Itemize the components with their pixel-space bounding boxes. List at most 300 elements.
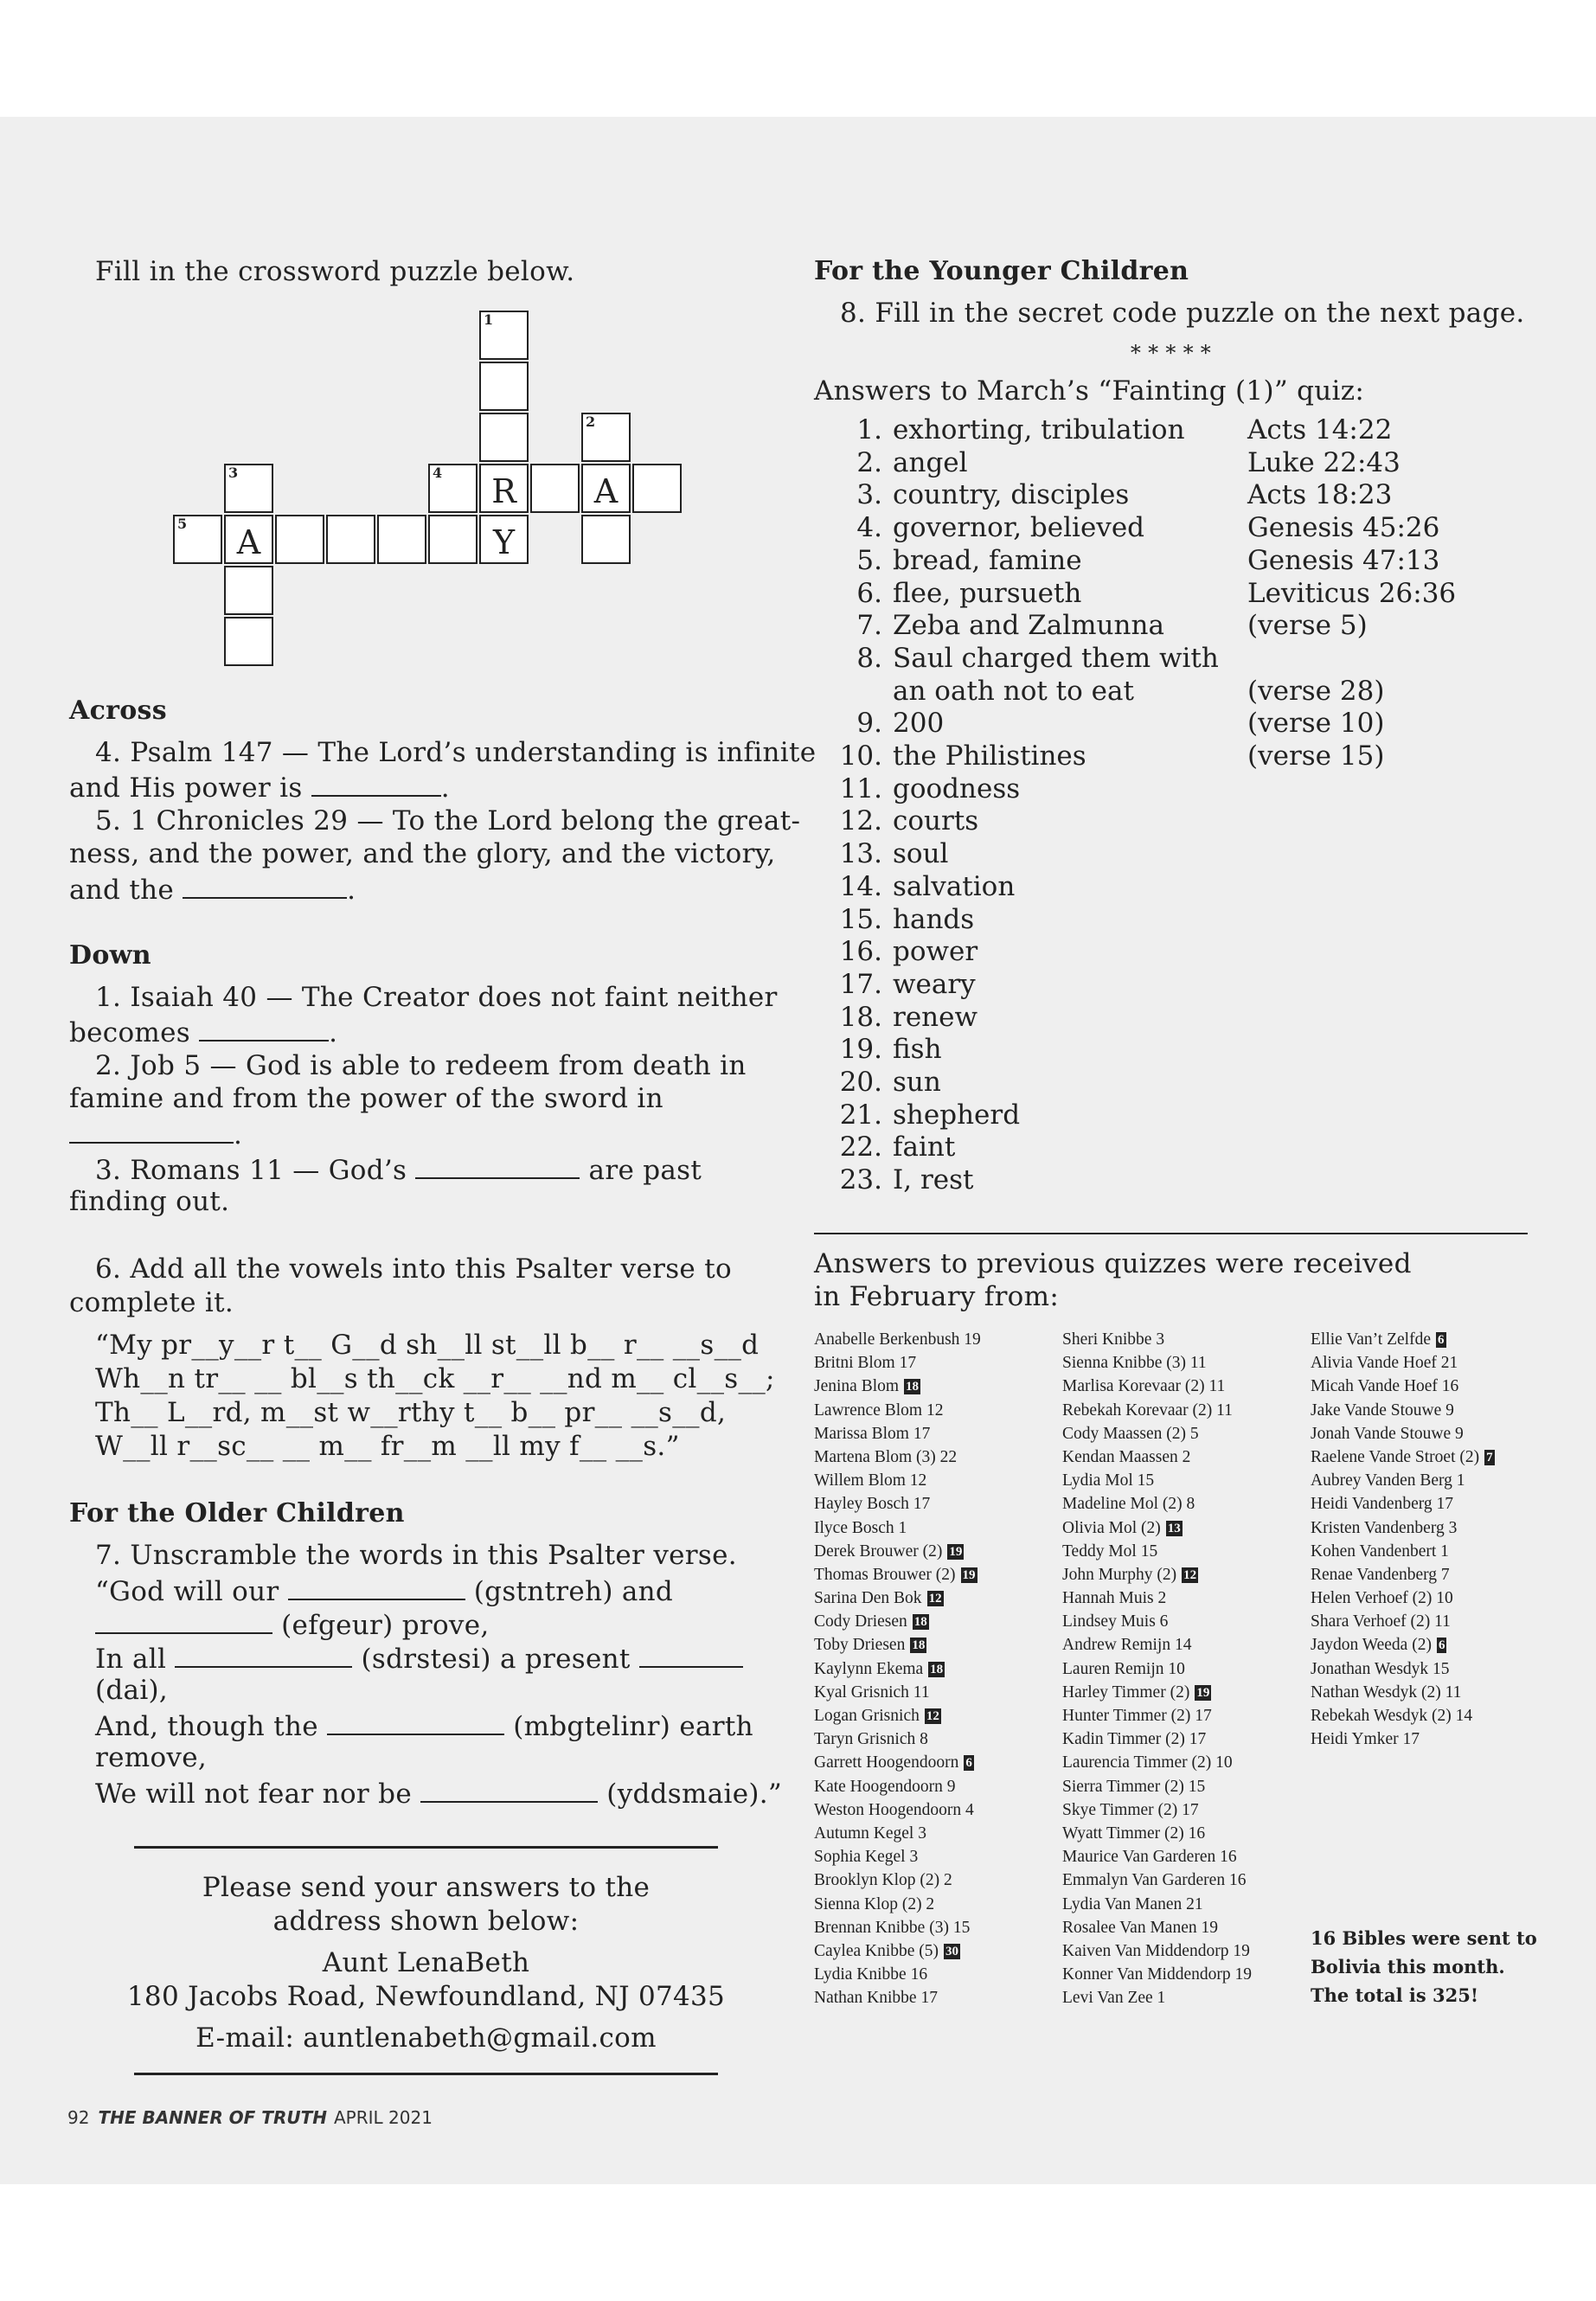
name-entry: [814, 1492, 981, 1516]
divider: [134, 1846, 718, 1849]
count-badge: 6: [965, 1756, 972, 1771]
name-text: Anabelle Berkenbush 19: [814, 1330, 981, 1349]
name-entry: [1062, 1775, 1252, 1798]
across-clue-5: 5. 1 Chronicles 29 — To the Lord belong the great-: [95, 805, 801, 836]
answer-reference: (verse 10): [1247, 708, 1385, 740]
name-text: Garrett Hoogendoorn: [814, 1753, 959, 1772]
crossword-cell[interactable]: [632, 464, 682, 513]
older-verse-line: remove,: [95, 1742, 208, 1773]
answer-number: 4.: [856, 512, 882, 544]
name-entry: [1062, 1893, 1252, 1916]
crossword-cell[interactable]: [224, 566, 273, 615]
name-text: Jaydon Weeda (2): [1311, 1636, 1432, 1655]
answer-text: Saul charged them with: [893, 642, 1219, 674]
bibles-note-line: 16 Bibles were sent to: [1311, 1927, 1537, 1949]
name-text: Micah Vande Hoef 16: [1311, 1377, 1459, 1396]
answer-text: I, rest: [893, 1164, 974, 1196]
count-badge: 12: [926, 1709, 939, 1723]
answer-number: 13.: [839, 838, 882, 870]
down-clue-1-cont: becomes .: [69, 1014, 337, 1049]
name-entry: [1311, 1633, 1495, 1657]
name-entry: [1311, 1328, 1495, 1351]
name-text: Helen Verhoef (2) 10: [1311, 1589, 1453, 1608]
answer-text: exhorting, tribulation: [893, 414, 1185, 445]
magazine-title: THE BANNER OF TRUTH: [98, 2107, 327, 2128]
answer-reference: Genesis 45:26: [1247, 512, 1440, 544]
names-column-3: [1311, 1328, 1495, 1751]
name-entry: [1311, 1351, 1495, 1375]
address-name: Aunt LenaBeth: [322, 1947, 530, 1978]
crossword-cell[interactable]: [428, 464, 478, 513]
received-title-cont: in February from:: [814, 1281, 1060, 1312]
name-entry: [1311, 1610, 1495, 1633]
name-entry: [814, 1893, 981, 1916]
name-text: Hunter Timmer (2) 17: [1062, 1707, 1212, 1725]
answer-number: 20.: [839, 1067, 882, 1098]
crossword-cell[interactable]: [428, 515, 478, 564]
name-text: Britni Blom 17: [814, 1354, 917, 1373]
answer-number: 12.: [839, 805, 882, 837]
name-entry: [1062, 1399, 1252, 1422]
clue-number: 3: [228, 465, 239, 481]
crossword-intro: Fill in the crossword puzzle below.: [95, 256, 575, 287]
answer-text: soul: [893, 838, 949, 870]
section-stars: * * * * *: [1130, 341, 1212, 365]
name-entry: [1311, 1727, 1495, 1751]
name-text: Sheri Knibbe 3: [1062, 1330, 1165, 1349]
answer-text: courts: [893, 805, 979, 837]
name-text: Kate Hoogendoorn 9: [814, 1777, 956, 1796]
crossword-cell[interactable]: [224, 464, 273, 513]
across-clue-4-cont: and His power is .: [69, 769, 450, 804]
count-badge: 18: [912, 1638, 926, 1653]
vowels-verse-line: Th__ L__rd, m__st w__rthy t__ b__ pr__ __s__d,: [95, 1397, 727, 1428]
name-entry: [1062, 1445, 1252, 1469]
name-entry: [814, 1845, 981, 1868]
answer-number: 22.: [839, 1131, 882, 1163]
younger-instruction: 8. Fill in the secret code puzzle on the next page.: [840, 298, 1525, 329]
clue-number: 2: [586, 413, 596, 430]
count-badge: 6: [1438, 1333, 1445, 1347]
name-text: Jonathan Wesdyk 15: [1311, 1659, 1450, 1678]
answer-text: 200: [893, 708, 945, 740]
name-entry: [814, 1422, 981, 1445]
name-entry: [814, 1775, 981, 1798]
name-text: Brennan Knibbe (3) 15: [814, 1918, 971, 1937]
answer-blank[interactable]: [183, 871, 347, 899]
answer-text: governor, believed: [893, 512, 1145, 544]
answer-number: 14.: [839, 870, 882, 902]
address-street: 180 Jacobs Road, Newfoundland, NJ 07435: [126, 1981, 726, 2012]
name-text: Renae Vandenberg 7: [1311, 1565, 1450, 1584]
name-entry: [1062, 1986, 1252, 2009]
answer-reference: Acts 18:23: [1247, 479, 1393, 511]
name-text: Jonah Vande Stouwe 9: [1311, 1424, 1464, 1443]
name-entry: [814, 1751, 981, 1774]
name-entry: [1062, 1751, 1252, 1774]
answer-text: fish: [893, 1034, 942, 1066]
down-heading: Down: [69, 940, 151, 971]
email-address[interactable]: E-mail: auntlenabeth@gmail.com: [195, 2022, 657, 2054]
down-clue-2: 2. Job 5 — God is able to redeem from death in: [95, 1050, 747, 1081]
name-entry: [814, 1351, 981, 1375]
name-text: Kyal Grisnich 11: [814, 1682, 930, 1702]
name-text: Jake Vande Stouwe 9: [1311, 1400, 1454, 1420]
name-text: Heidi Ymker 17: [1311, 1730, 1420, 1749]
name-entry: [1311, 1492, 1495, 1516]
name-entry: [1311, 1563, 1495, 1586]
name-text: Martena Blom (3) 22: [814, 1447, 958, 1466]
count-badge: 19: [949, 1544, 963, 1559]
name-entry: [1311, 1657, 1495, 1681]
name-text: Teddy Mol 15: [1062, 1541, 1158, 1561]
name-entry: [1311, 1469, 1495, 1492]
answer-text: faint: [893, 1131, 956, 1163]
answer-number: 3.: [856, 479, 882, 511]
answer-number: 5.: [856, 544, 882, 576]
crossword-cell[interactable]: [479, 515, 529, 564]
name-text: Rebekah Korevaar (2) 11: [1062, 1400, 1233, 1420]
name-text: Taryn Grisnich 8: [814, 1730, 928, 1749]
name-text: Ellie Van’t Zelfde: [1311, 1330, 1431, 1349]
answer-text: bread, famine: [893, 544, 1082, 576]
count-badge: 7: [1486, 1450, 1493, 1465]
name-text: Levi Van Zee 1: [1062, 1989, 1166, 2008]
name-text: Heidi Vandenberg 17: [1311, 1495, 1453, 1514]
crossword-cell[interactable]: [479, 464, 529, 513]
answer-number: 9.: [856, 708, 882, 740]
answer-blank[interactable]: [95, 1606, 272, 1634]
name-entry: [1311, 1445, 1495, 1469]
answer-number: 10.: [839, 740, 882, 772]
divider: [814, 1233, 1528, 1234]
name-entry: [814, 1868, 981, 1892]
name-entry: [814, 1563, 981, 1586]
crossword-cell[interactable]: [581, 464, 631, 513]
name-entry: [1062, 1798, 1252, 1822]
across-clue-4: 4. Psalm 147 — The Lord’s understanding is infinite: [95, 737, 817, 768]
names-column-1: [814, 1328, 981, 2009]
name-text: Sienna Klop (2) 2: [814, 1894, 935, 1913]
across-heading: Across: [69, 695, 167, 726]
name-entry: [1062, 1610, 1252, 1633]
name-text: Hannah Muis 2: [1062, 1589, 1167, 1608]
name-text: Toby Driesen: [814, 1636, 906, 1655]
count-badge: 13: [1167, 1521, 1181, 1535]
name-text: Shara Verhoef (2) 11: [1311, 1612, 1451, 1631]
name-entry: [1062, 1469, 1252, 1492]
clue-number: 4: [433, 465, 443, 481]
name-text: Autumn Kegel 3: [814, 1823, 926, 1843]
name-text: Rebekah Wesdyk (2) 14: [1311, 1707, 1473, 1725]
name-entry: [1311, 1586, 1495, 1610]
answer-text: hands: [893, 903, 975, 935]
name-entry: [1062, 1540, 1252, 1563]
name-text: Sienna Knibbe (3) 11: [1062, 1354, 1207, 1373]
name-text: Caylea Knibbe (5): [814, 1941, 939, 1960]
name-entry: [1062, 1422, 1252, 1445]
name-entry: [814, 1704, 981, 1727]
count-badge: 18: [913, 1615, 927, 1630]
name-text: Kohen Vandenbert 1: [1311, 1541, 1449, 1561]
name-text: Brooklyn Klop (2) 2: [814, 1871, 952, 1890]
name-text: Weston Hoogendoorn 4: [814, 1800, 974, 1819]
name-entry: [1311, 1516, 1495, 1540]
crossword-cell[interactable]: [581, 413, 631, 462]
crossword-cell[interactable]: [479, 362, 529, 411]
name-text: Olivia Mol (2): [1062, 1518, 1161, 1537]
answer-number: 17.: [839, 968, 882, 1000]
answer-blank[interactable]: [175, 1640, 352, 1668]
name-text: Kendan Maassen 2: [1062, 1447, 1191, 1466]
answer-number: 6.: [856, 577, 882, 609]
down-clue-1: 1. Isaiah 40 — The Creator does not faint neither: [95, 982, 778, 1013]
names-column-2: [1062, 1328, 1252, 2009]
name-text: Harley Timmer (2): [1062, 1682, 1190, 1702]
answer-reference: Genesis 47:13: [1247, 544, 1440, 576]
name-text: Madeline Mol (2) 8: [1062, 1495, 1195, 1514]
name-entry: [1062, 1516, 1252, 1540]
answer-blank[interactable]: [69, 1116, 234, 1144]
vowels-prompt-cont: complete it.: [69, 1287, 234, 1318]
crossword-letter: A: [236, 523, 261, 561]
name-text: Emmalyn Van Garderen 16: [1062, 1871, 1247, 1890]
name-entry: [1062, 1963, 1252, 1986]
vowels-prompt: 6. Add all the vowels into this Psalter verse to: [95, 1253, 732, 1285]
answer-text: an oath not to eat: [893, 675, 1134, 707]
name-entry: [1062, 1868, 1252, 1892]
name-text: Marlisa Korevaar (2) 11: [1062, 1377, 1226, 1396]
vowels-verse-line: W__ll r__sc__ __ m__ fr__m __ll my f__ __s.”: [95, 1431, 680, 1462]
answer-text: renew: [893, 1001, 978, 1033]
name-entry: [814, 1939, 981, 1963]
name-text: Logan Grisnich: [814, 1707, 920, 1725]
answer-blank[interactable]: [311, 769, 441, 797]
name-entry: [1311, 1704, 1495, 1727]
answer-blank[interactable]: [415, 1151, 580, 1179]
count-badge: 30: [945, 1944, 959, 1958]
answer-blank[interactable]: [420, 1775, 598, 1803]
crossword-cell[interactable]: [224, 617, 273, 666]
bibles-note-line: Bolivia this month.: [1311, 1956, 1505, 1977]
older-verse-line: In all (sdrstesi) a present: [95, 1640, 743, 1676]
answer-text: the Philistines: [893, 740, 1086, 772]
name-entry: [1062, 1845, 1252, 1868]
answer-reference: Leviticus 26:36: [1247, 577, 1457, 609]
older-verse-line: (dai),: [95, 1675, 169, 1706]
answer-text: power: [893, 936, 978, 968]
older-verse-line: We will not fear nor be (yddsmaie).”: [95, 1775, 782, 1811]
bibles-note-line: The total is 325!: [1311, 1984, 1479, 2006]
name-entry: [814, 1727, 981, 1751]
name-text: Lydia Mol 15: [1062, 1471, 1155, 1490]
vowels-verse-line: “My pr__y__r t__ G__d sh__ll st__ll b__ r__ __s__d: [95, 1330, 760, 1361]
name-entry: [814, 1986, 981, 2009]
down-clue-3-end: finding out.: [69, 1186, 230, 1217]
crossword-letter: R: [491, 472, 516, 510]
answer-text: weary: [893, 968, 976, 1000]
answer-text: Zeba and Zalmunna: [893, 610, 1164, 642]
name-text: Alivia Vande Hoef 21: [1311, 1354, 1458, 1373]
name-text: Andrew Remijn 14: [1062, 1636, 1192, 1655]
name-text: Jenina Blom: [814, 1377, 900, 1396]
answers-title: Answers to March’s “Fainting (1)” quiz:: [814, 375, 1365, 407]
send-instruction-cont: address shown below:: [272, 1906, 580, 1937]
name-text: Marissa Blom 17: [814, 1424, 931, 1443]
name-text: Sarina Den Bok: [814, 1589, 922, 1608]
younger-heading: For the Younger Children: [814, 256, 1189, 286]
name-entry: [814, 1469, 981, 1492]
name-text: Willem Blom 12: [814, 1471, 927, 1490]
page-number: 92: [67, 2107, 90, 2128]
name-entry: [1311, 1681, 1495, 1704]
crossword-cell[interactable]: [173, 515, 222, 564]
count-badge: 19: [962, 1567, 976, 1582]
name-text: Lydia Van Manen 21: [1062, 1894, 1203, 1913]
name-entry: [814, 1798, 981, 1822]
name-entry: [1062, 1939, 1252, 1963]
answer-reference: (verse 5): [1247, 610, 1368, 642]
older-verse-line: (efgeur) prove,: [95, 1606, 490, 1642]
answer-blank[interactable]: [199, 1014, 329, 1042]
crossword-cell[interactable]: [275, 515, 324, 564]
count-badge: 19: [1196, 1685, 1210, 1700]
answer-number: 2.: [856, 446, 882, 478]
name-entry: [814, 1822, 981, 1845]
answer-blank[interactable]: [327, 1708, 504, 1735]
answer-blank[interactable]: [639, 1640, 743, 1668]
name-entry: [1311, 1399, 1495, 1422]
answer-number: 23.: [839, 1164, 882, 1196]
name-entry: [1062, 1681, 1252, 1704]
name-text: Rosalee Van Manen 19: [1062, 1918, 1218, 1937]
name-text: Maurice Van Garderen 16: [1062, 1848, 1237, 1867]
answer-text: flee, pursueth: [893, 577, 1082, 609]
answer-text: angel: [893, 446, 968, 478]
older-heading: For the Older Children: [69, 1498, 405, 1529]
down-clue-2-end: .: [69, 1116, 242, 1151]
crossword-cell[interactable]: [326, 515, 375, 564]
name-entry: [814, 1586, 981, 1610]
page-footer: [67, 2107, 433, 2128]
name-text: Wyatt Timmer (2) 16: [1062, 1823, 1206, 1843]
name-text: Kaiven Van Middendorp 19: [1062, 1941, 1250, 1960]
crossword-cell[interactable]: [479, 311, 529, 360]
crossword-letter: Y: [492, 523, 516, 561]
name-text: Aubrey Vanden Berg 1: [1311, 1471, 1465, 1490]
clue-number: 5: [177, 516, 188, 532]
name-text: Lauren Remijn 10: [1062, 1659, 1185, 1678]
answers-list: [822, 413, 1514, 1209]
crossword-letter: A: [593, 472, 619, 510]
name-text: Hayley Bosch 17: [814, 1495, 931, 1514]
name-entry: [1062, 1727, 1252, 1751]
name-entry: [814, 1633, 981, 1657]
name-entry: [1062, 1328, 1252, 1351]
answer-reference: Luke 22:43: [1247, 446, 1401, 478]
vowels-verse-line: Wh__n tr__ __ bl__s th__ck __r__ __nd m__ cl__s__;: [95, 1363, 775, 1394]
name-entry: [1062, 1586, 1252, 1610]
name-entry: [1311, 1540, 1495, 1563]
name-entry: [1062, 1351, 1252, 1375]
name-entry: [1062, 1375, 1252, 1398]
down-clue-3: 3. Romans 11 — God’s are past: [95, 1151, 702, 1187]
name-text: Cody Maassen (2) 5: [1062, 1424, 1199, 1443]
name-entry: [814, 1916, 981, 1939]
name-entry: [1311, 1422, 1495, 1445]
name-entry: [814, 1963, 981, 1986]
answer-text: sun: [893, 1067, 941, 1098]
name-text: Laurencia Timmer (2) 10: [1062, 1753, 1233, 1772]
name-text: Skye Timmer (2) 17: [1062, 1800, 1199, 1819]
answer-reference: Acts 14:22: [1247, 414, 1393, 445]
count-badge: 12: [1183, 1567, 1197, 1582]
name-entry: [1311, 1375, 1495, 1398]
bibles-note: [1311, 1924, 1537, 2009]
name-text: Kadin Timmer (2) 17: [1062, 1730, 1207, 1749]
received-title: Answers to previous quizzes were received: [814, 1248, 1412, 1279]
answer-blank[interactable]: [288, 1573, 465, 1600]
name-entry: [814, 1681, 981, 1704]
divider: [134, 2073, 718, 2075]
count-badge: 18: [906, 1380, 920, 1394]
name-text: Derek Brouwer (2): [814, 1541, 943, 1561]
answer-number: 7.: [856, 610, 882, 642]
crossword-cell[interactable]: [224, 515, 273, 564]
name-entry: [814, 1399, 981, 1422]
name-entry: [814, 1516, 981, 1540]
name-text: Nathan Wesdyk (2) 11: [1311, 1682, 1462, 1702]
crossword-cell[interactable]: [377, 515, 426, 564]
name-entry: [1062, 1492, 1252, 1516]
answer-number: 18.: [839, 1001, 882, 1033]
name-text: Lawrence Blom 12: [814, 1400, 944, 1420]
name-text: Nathan Knibbe 17: [814, 1989, 938, 2008]
name-entry: [814, 1540, 981, 1563]
answer-number: 1.: [856, 414, 882, 445]
answer-reference: (verse 28): [1247, 675, 1385, 707]
name-text: Ilyce Bosch 1: [814, 1518, 907, 1537]
clue-number: 1: [484, 311, 494, 328]
name-text: Lindsey Muis 6: [1062, 1612, 1169, 1631]
older-verse-line: And, though the (mbgtelinr) earth: [95, 1708, 753, 1743]
name-entry: [814, 1610, 981, 1633]
across-clue-5-end: and the .: [69, 871, 356, 907]
name-entry: [1062, 1704, 1252, 1727]
name-entry: [814, 1328, 981, 1351]
count-badge: 12: [928, 1592, 942, 1606]
answer-text: country, disciples: [893, 479, 1130, 511]
across-clue-5-cont: ness, and the power, and the glory, and the victory,: [69, 838, 776, 869]
older-verse-line: “God will our (gstntreh) and: [95, 1573, 673, 1608]
answer-number: 11.: [839, 772, 882, 804]
name-text: Lydia Knibbe 16: [814, 1965, 928, 1984]
crossword-cell[interactable]: [479, 413, 529, 462]
answer-number: 21.: [839, 1099, 882, 1131]
name-text: John Murphy (2): [1062, 1565, 1177, 1584]
name-entry: [1062, 1657, 1252, 1681]
answer-number: 8.: [856, 642, 882, 674]
count-badge: 18: [930, 1662, 944, 1676]
name-entry: [814, 1445, 981, 1469]
crossword-cell[interactable]: [530, 464, 580, 513]
answer-number: 19.: [839, 1034, 882, 1066]
count-badge: 6: [1438, 1638, 1445, 1653]
name-text: Kaylynn Ekema: [814, 1659, 924, 1678]
crossword-cell[interactable]: [581, 515, 631, 564]
name-entry: [1062, 1563, 1252, 1586]
name-entry: [1062, 1633, 1252, 1657]
